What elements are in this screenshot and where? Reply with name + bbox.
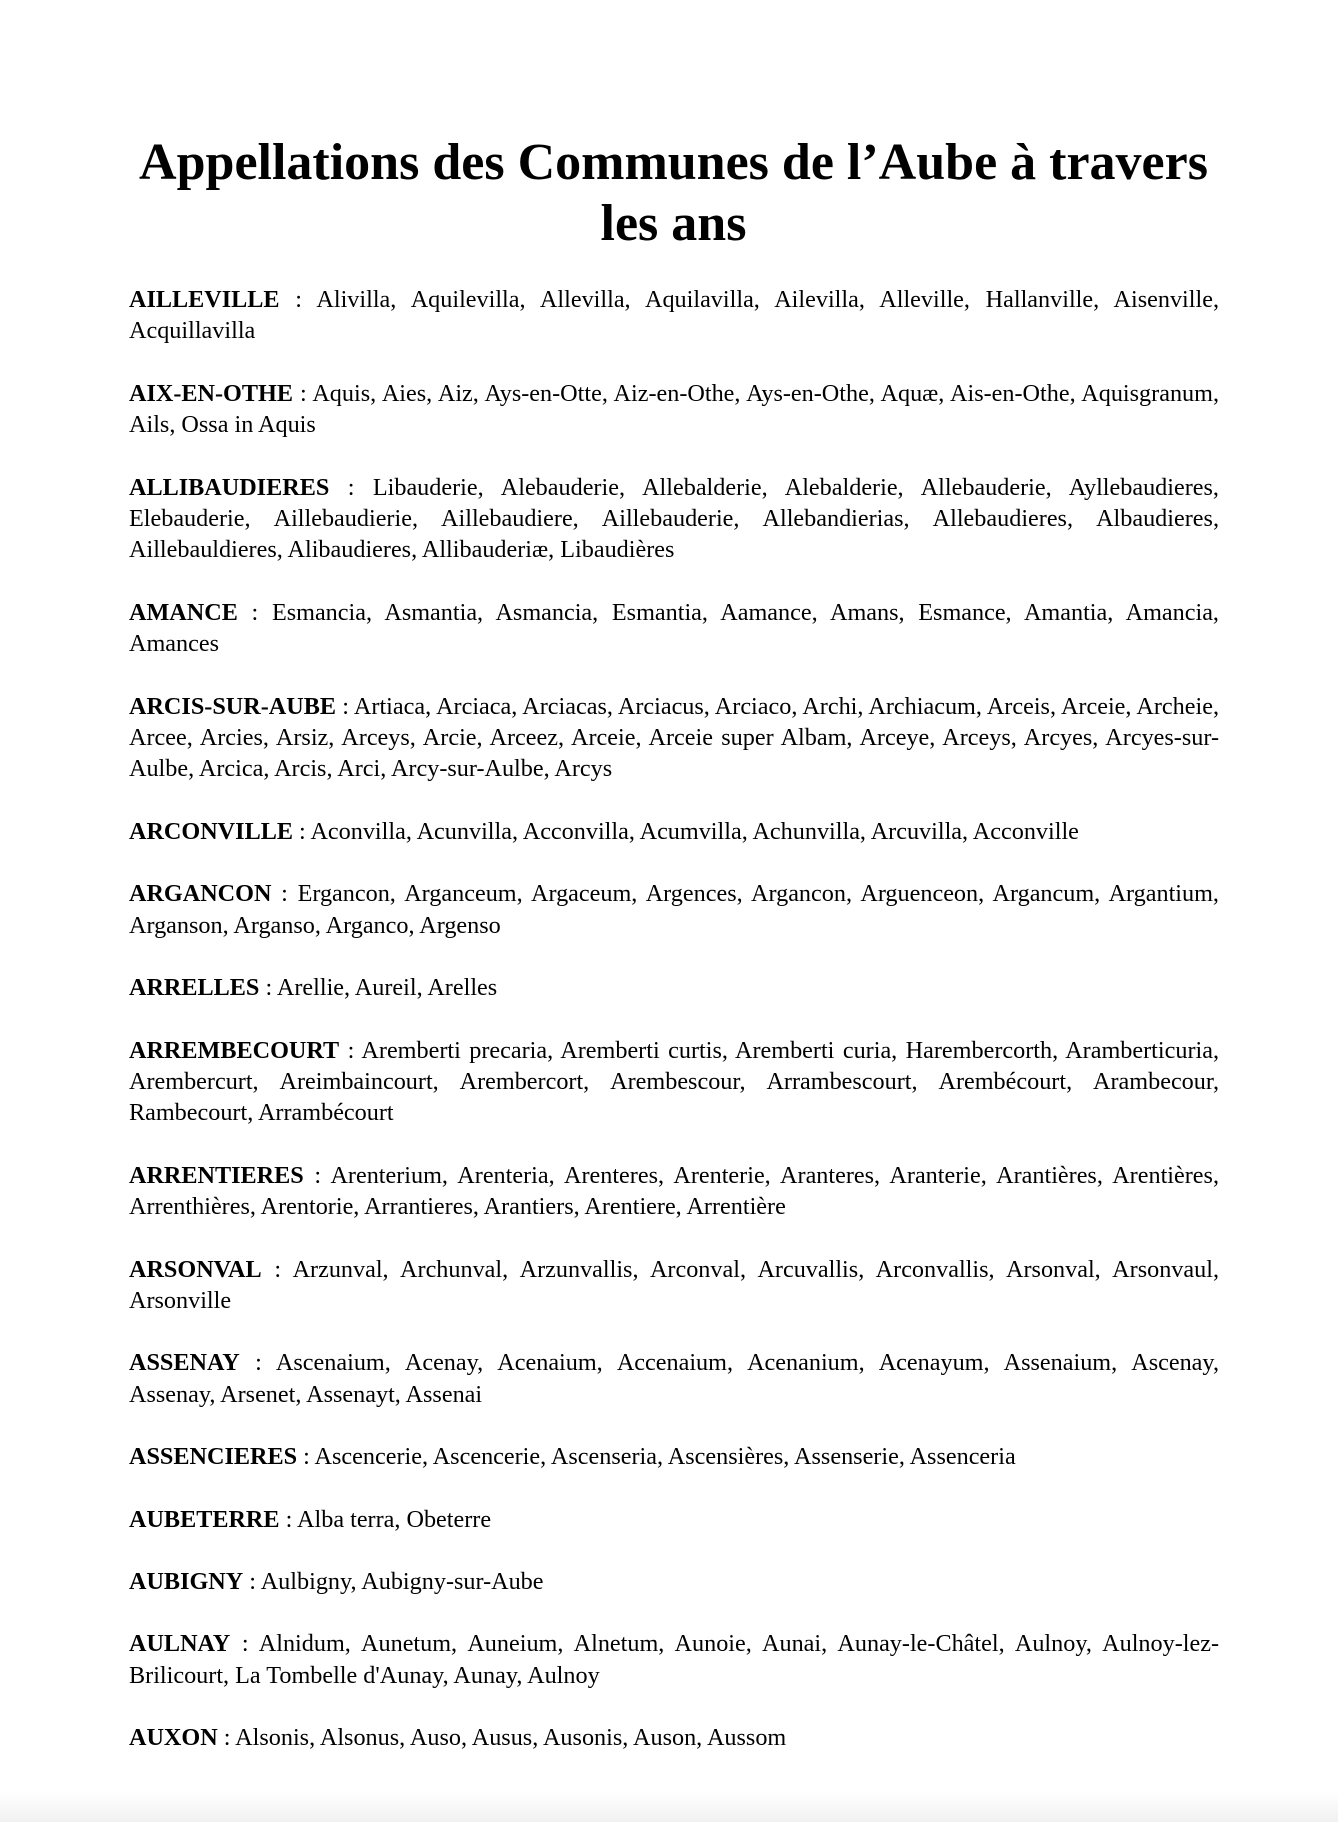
commune-name: ARGANCON bbox=[129, 880, 272, 908]
commune-list bbox=[129, 284, 1219, 1785]
historical-names: Alsonis, Alsonus, Auso, Ausus, Ausonis, Auson, Aussom bbox=[235, 1724, 787, 1752]
commune-entry: ARCONVILLE : Aconvilla, Acunvilla, Acconvilla, Acumvilla, Achunvilla, Arcuvilla, Acconville bbox=[129, 817, 1079, 845]
historical-names: Ascencerie, Ascencerie, Ascenseria, Ascensières, Assenserie, Assenceria bbox=[314, 1443, 1016, 1471]
commune-entry: ARGANCON : Ergancon, Arganceum, Argaceum, Argences, Argancon, Arguenceon, Argancum, Argantium, Arganson, Arganso, Arganco, Argenso bbox=[129, 880, 1219, 939]
historical-names: Aulbigny, Aubigny-sur-Aube bbox=[260, 1567, 544, 1595]
commune-name: ASSENAY bbox=[129, 1349, 240, 1377]
commune-entry: AUXON : Alsonis, Alsonus, Auso, Ausus, Ausonis, Auson, Aussom bbox=[129, 1724, 787, 1752]
page-bottom-edge bbox=[0, 1792, 1338, 1822]
historical-names: Aquis, Aies, Aiz, Ays-en-Otte, Aiz-en-Othe, Ays-en-Othe, Aquæ, Ais-en-Othe, Aquisgranum, Ails, Ossa in Aquis bbox=[129, 379, 1219, 439]
commune-name: AULNAY bbox=[129, 1630, 231, 1658]
commune-entry: ARCIS-SUR-AUBE : Artiaca, Arciaca, Arciacas, Arciacus, Arciaco, Archi, Archiacum, Arceis, Arceie, Archeie, Arcee, Arcies, Arsiz, Arceys, Arcie, Arceez, Arceie, Arceie super Albam, Arceye, Arceys, Arcyes, Arcyes-sur-Aulbe, Arcica, Arcis, Arci, Arcy-sur-Aulbe, Arcys bbox=[129, 692, 1219, 783]
commune-entry: ARRENTIERES : Arenterium, Arenteria, Arenteres, Arenterie, Aranteres, Aranterie, Arantières, Arentières, Arrenthières, Arentorie, Arrantieres, Arantiers, Arentiere, Arrentière bbox=[129, 1161, 1219, 1221]
commune-name: AMANCE bbox=[129, 598, 238, 626]
commune-name: ALLIBAUDIERES bbox=[129, 473, 330, 501]
commune-name: ARRELLES bbox=[129, 974, 260, 1002]
commune-entry: ASSENAY : Ascenaium, Acenay, Acenaium, Accenaium, Acenanium, Acenayum, Assenaium, Ascenay, Assenay, Arsenet, Assenayt, Assenai bbox=[129, 1349, 1219, 1408]
commune-entry: ARRELLES : Arellie, Aureil, Arelles bbox=[129, 974, 498, 1002]
commune-name: ARREMBECOURT bbox=[129, 1036, 340, 1064]
commune-name: ARCONVILLE bbox=[129, 817, 293, 845]
commune-name: AUBETERRE bbox=[129, 1505, 280, 1533]
historical-names: Arenterium, Arenteria, Arenteres, Arenterie, Aranteres, Aranterie, Arantières, Arentières, Arrenthières, Arentorie, Arrantieres, Arantiers, Arentiere, Arrentière bbox=[129, 1161, 1219, 1221]
historical-names: Artiaca, Arciaca, Arciacas, Arciacus, Arciaco, Archi, Archiacum, Arceis, Arceie, Archeie, Arcee, Arcies, Arsiz, Arceys, Arcie, Arceez, Arceie, Arceie super Albam, Arceye, Arceys, Arcyes, Arcyes-sur-Aulbe, Arcica, Arcis, Arci, Arcy-sur-Aulbe, Arcys bbox=[129, 692, 1219, 783]
commune-name: AIX-EN-OTHE bbox=[129, 379, 293, 407]
historical-names: Aconvilla, Acunvilla, Acconvilla, Acumvilla, Achunvilla, Arcuvilla, Acconville bbox=[310, 817, 1079, 845]
commune-name: ARSONVAL bbox=[129, 1255, 262, 1283]
commune-entry: ALLIBAUDIERES : Libauderie, Alebauderie, Allebalderie, Alebalderie, Allebauderie, Ayllebaudieres, Elebauderie, Aillebaudierie, Aillebaudiere, Aillebauderie, Allebandierias, Allebaudieres, Albaudieres, Aillebauldieres, Alibaudieres, Allibauderiæ, Libaudières bbox=[129, 473, 1219, 564]
commune-name: AILLEVILLE bbox=[129, 286, 280, 313]
commune-entry: AILLEVILLE : Alivilla, Aquilevilla, Allevilla, Aquilavilla, Ailevilla, Alleville, Hallanville, Aisenville, Acquillavilla bbox=[129, 286, 1220, 345]
commune-entry: ARSONVAL : Arzunval, Archunval, Arzunvallis, Arconval, Arcuvallis, Arconvallis, Arsonval, Arsonvaul, Arsonville bbox=[129, 1255, 1219, 1314]
historical-names: Alivilla, Aquilevilla, Allevilla, Aquilavilla, Ailevilla, Alleville, Hallanville, Aisenville, Acquillavilla bbox=[129, 286, 1220, 345]
commune-name: ASSENCIERES bbox=[129, 1443, 298, 1471]
historical-names: Arzunval, Archunval, Arzunvallis, Arconval, Arcuvallis, Arconvallis, Arsonval, Arsonvaul, Arsonville bbox=[129, 1255, 1219, 1314]
commune-entry: ARREMBECOURT : Aremberti precaria, Aremberti curtis, Aremberti curia, Harembercorth, Aramberticuria, Arembercurt, Areimbaincourt, Arembercort, Arembescour, Arrambescourt, Arembécourt, Arambecour, Rambecourt, Arrambécourt bbox=[129, 1036, 1220, 1127]
historical-names: Alba terra, Obeterre bbox=[297, 1505, 492, 1533]
historical-names: Alnidum, Aunetum, Auneium, Alnetum, Aunoie, Aunai, Aunay-le-Châtel, Aulnoy, Aulnoy-lez-Brilicourt, La Tombelle d'Aunay, Aunay, Aulnoy bbox=[129, 1630, 1219, 1689]
commune-name: ARCIS-SUR-AUBE bbox=[129, 692, 336, 720]
historical-names: Ascenaium, Acenay, Acenaium, Accenaium, Acenanium, Acenayum, Assenaium, Ascenay, Assenay, Arsenet, Assenayt, Assenai bbox=[129, 1349, 1219, 1408]
commune-name: ARRENTIERES bbox=[129, 1161, 304, 1189]
commune-entry: AULNAY : Alnidum, Aunetum, Auneium, Alnetum, Aunoie, Aunai, Aunay-le-Châtel, Aulnoy, Aulnoy-lez-Brilicourt, La Tombelle d'Aunay, Aunay, Aulnoy bbox=[129, 1630, 1219, 1689]
commune-name: AUBIGNY bbox=[129, 1567, 244, 1595]
historical-names: Libauderie, Alebauderie, Allebalderie, Alebalderie, Allebauderie, Ayllebaudieres, Elebauderie, Aillebaudierie, Aillebaudiere, Aillebauderie, Allebandierias, Allebaudieres, Albaudieres, Aillebauldieres, Alibaudieres, Allibauderiæ, Libaudières bbox=[129, 473, 1219, 564]
commune-entry: ASSENCIERES : Ascencerie, Ascencerie, Ascenseria, Ascensières, Assenserie, Assenceria bbox=[129, 1443, 1016, 1471]
commune-entry: AIX-EN-OTHE : Aquis, Aies, Aiz, Ays-en-Otte, Aiz-en-Othe, Ays-en-Othe, Aquæ, Ais-en-Othe, Aquisgranum, Ails, Ossa in Aquis bbox=[129, 379, 1219, 439]
commune-entry: AUBETERRE : Alba terra, Obeterre bbox=[129, 1505, 492, 1533]
historical-names: Aremberti precaria, Aremberti curtis, Aremberti curia, Harembercorth, Aramberticuria, Arembercurt, Areimbaincourt, Arembercort, Arembescour, Arrambescourt, Arembécourt, Arambecour, Rambecourt, Arrambécourt bbox=[129, 1036, 1220, 1127]
commune-name: AUXON bbox=[129, 1724, 218, 1752]
historical-names: Arellie, Aureil, Arelles bbox=[276, 974, 498, 1002]
document-title: Appellations des Communes de l’Aube à travers les ans bbox=[139, 134, 1208, 252]
commune-entry: AUBIGNY : Aulbigny, Aubigny-sur-Aube bbox=[129, 1567, 544, 1595]
historical-names: Esmancia, Asmantia, Asmancia, Esmantia, Aamance, Amans, Esmance, Amantia, Amancia, Amances bbox=[129, 598, 1219, 658]
commune-entry: AMANCE : Esmancia, Asmantia, Asmancia, Esmantia, Aamance, Amans, Esmance, Amantia, Amancia, Amances bbox=[129, 598, 1219, 658]
historical-names: Ergancon, Arganceum, Argaceum, Argences, Argancon, Arguenceon, Argancum, Argantium, Arganson, Arganso, Arganco, Argenso bbox=[129, 880, 1219, 939]
